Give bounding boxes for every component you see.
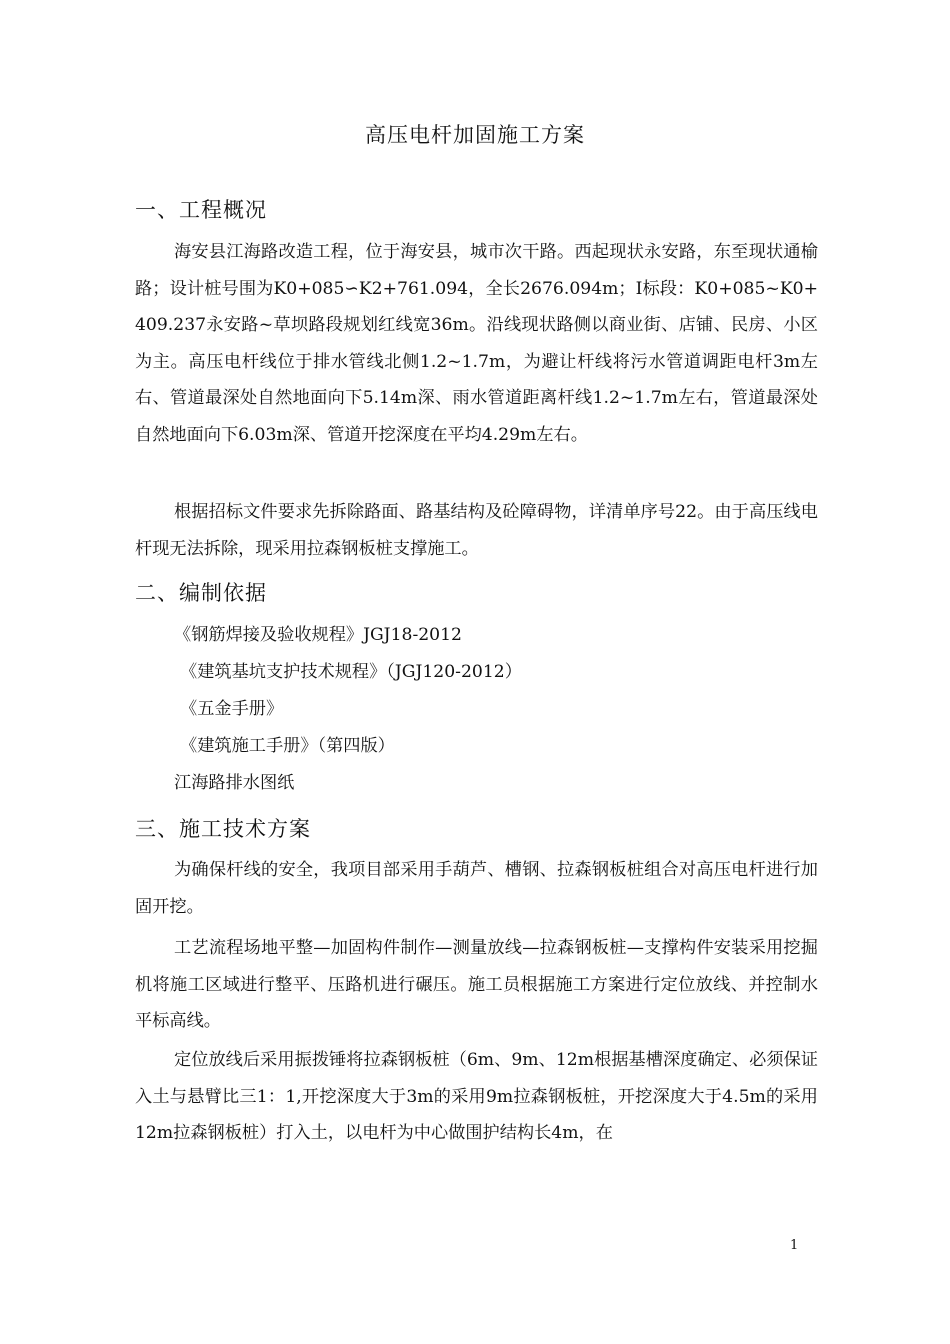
reference-item: 江海路排水图纸: [174, 773, 295, 793]
page-number: 1: [790, 1238, 799, 1253]
reference-item: 《五金手册》: [180, 699, 284, 719]
section-heading-overview: 一、工程概况: [135, 198, 267, 222]
section-heading-technical-plan: 三、施工技术方案: [135, 817, 311, 841]
paragraph-technical-process: 工艺流程场地平整—加固构件制作—测量放线—拉森钢板桩—支撑构件安装采用挖掘机将施工区域进行整平、压路机进行碾压。施工员根据施工方案进行定位放线、并控制水平标高线。: [135, 938, 818, 1031]
paragraph-overview-project: 海安县江海路改造工程，位于海安县，城市次干路。西起现状永安路，东至现状通榆路；设计桩号围为K0+085∽K2+761.094，全长2676.094m；I标段：K0+085~K0+409.237永安路~草坝路段规划红线宽36m。沿线现状路侧以商业街、店铺、民房、小区为主。高压电杆线位于排水管线北侧1.2~1.7m，为避让杆线将污水管道调距电杆3m左右、管道最深处自然地面向下5.14m深、雨水管道距离杆线1.2~1.7m左右，管道最深处自然地面向下6.03m深、管道开挖深度在平均4.29m左右。: [135, 242, 818, 445]
section-heading-basis: 二、编制依据: [135, 581, 267, 605]
reference-item: 《建筑施工手册》（第四版）: [180, 736, 395, 756]
paragraph-overview-demolition: 根据招标文件要求先拆除路面、路基结构及砼障碍物，详清单序号22。由于高压线电杆现无法拆除，现采用拉森钢板桩支撑施工。: [135, 502, 818, 559]
document-title: 高压电杆加固施工方案: [365, 123, 585, 147]
reference-item: 《钢筋焊接及验收规程》JGJ18-2012: [174, 625, 462, 645]
paragraph-technical-sheet-pile: 定位放线后采用振拨锤将拉森钢板桩（6m、9m、12m根据基槽深度确定、必须保证入土与悬臂比三1：1,开挖深度大于3m的采用9m拉森钢板桩，开挖深度大于4.5m的采用12m拉森钢板桩）打入土，以电杆为中心做围护结构长4m，在: [135, 1050, 818, 1143]
paragraph-technical-safety: 为确保杆线的安全，我项目部采用手葫芦、槽钢、拉森钢板桩组合对高压电杆进行加固开挖。: [135, 860, 818, 917]
reference-item: 《建筑基坑支护技术规程》（JGJ120-2012）: [180, 662, 522, 682]
